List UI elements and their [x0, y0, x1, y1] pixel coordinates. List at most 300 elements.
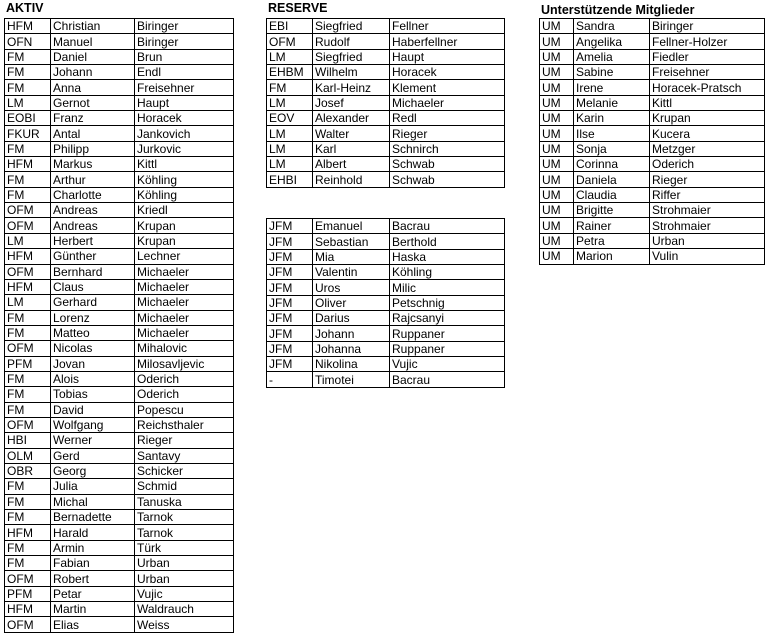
firstname-cell: Johanna [313, 341, 390, 356]
aktiv-row [5, 540, 234, 555]
lastname-cell: Krupan [135, 218, 234, 233]
rank-cell: HBI [5, 433, 51, 448]
aktiv-row [5, 525, 234, 540]
jugend-row [267, 265, 505, 280]
lastname-cell: Fellner-Holzer [650, 34, 765, 49]
lastname-cell: Haupt [135, 95, 234, 110]
firstname-cell: Andreas [51, 218, 135, 233]
rank-cell: JFM [267, 234, 313, 249]
rank-cell: FM [5, 494, 51, 509]
rank-cell: LM [5, 295, 51, 310]
aktiv-title: AKTIV [6, 1, 44, 15]
jugend-row [267, 326, 505, 341]
firstname-cell: Andreas [51, 203, 135, 218]
firstname-cell: Siegfried [313, 49, 390, 64]
firstname-cell: Albert [313, 157, 390, 172]
lastname-cell: Freisehner [135, 80, 234, 95]
rank-cell: HFM [5, 157, 51, 172]
aktiv-row [5, 586, 234, 601]
firstname-cell: Oliver [313, 295, 390, 310]
firstname-cell: Petra [574, 233, 650, 248]
aktiv-row [5, 463, 234, 478]
unterstuetzend-row [540, 233, 765, 248]
firstname-cell: Gerd [51, 448, 135, 463]
rank-cell: UM [540, 141, 574, 156]
firstname-cell: Sonja [574, 141, 650, 156]
rank-cell: UM [540, 218, 574, 233]
lastname-cell: Ruppaner [390, 341, 505, 356]
lastname-cell: Tarnok [135, 510, 234, 525]
rank-cell: EHBM [267, 65, 313, 80]
rank-cell: UM [540, 111, 574, 126]
lastname-cell: Oderich [135, 371, 234, 386]
rank-cell: FM [5, 402, 51, 417]
aktiv-row [5, 80, 234, 95]
firstname-cell: Rudolf [313, 34, 390, 49]
lastname-cell: Schicker [135, 463, 234, 478]
lastname-cell: Fellner [390, 19, 505, 34]
firstname-cell: Wilhelm [313, 65, 390, 80]
jugend-row [267, 357, 505, 372]
lastname-cell: Michaeler [135, 310, 234, 325]
rank-cell: OFM [5, 203, 51, 218]
lastname-cell: Michaeler [135, 264, 234, 279]
firstname-cell: Charlotte [51, 187, 135, 202]
rank-cell: FM [5, 49, 51, 64]
lastname-cell: Urban [135, 556, 234, 571]
lastname-cell: Oderich [650, 157, 765, 172]
lastname-cell: Santavy [135, 448, 234, 463]
firstname-cell: Sabine [574, 65, 650, 80]
rank-cell: HFM [5, 249, 51, 264]
aktiv-row [5, 433, 234, 448]
rank-cell: UM [540, 19, 574, 34]
unterstuetzend-row [540, 49, 765, 64]
rank-cell: UM [540, 233, 574, 248]
aktiv-row [5, 356, 234, 371]
aktiv-row [5, 325, 234, 340]
lastname-cell: Rieger [135, 433, 234, 448]
lastname-cell: Biringer [650, 19, 765, 34]
aktiv-row [5, 602, 234, 617]
lastname-cell: Oderich [135, 387, 234, 402]
rank-cell: UM [540, 65, 574, 80]
rank-cell: EOV [267, 111, 313, 126]
aktiv-row [5, 264, 234, 279]
rank-cell: FM [5, 65, 51, 80]
firstname-cell: Claudia [574, 187, 650, 202]
firstname-cell: Armin [51, 540, 135, 555]
firstname-cell: Amelia [574, 49, 650, 64]
firstname-cell: Marion [574, 249, 650, 264]
unterstuetzend-row [540, 95, 765, 110]
firstname-cell: Fabian [51, 556, 135, 571]
unterstuetzend-row [540, 65, 765, 80]
aktiv-row [5, 19, 234, 34]
lastname-cell: Biringer [135, 34, 234, 49]
reserve-row [267, 157, 505, 172]
rank-cell: JFM [267, 219, 313, 234]
unterstuetzend-row [540, 218, 765, 233]
jugend-row [267, 249, 505, 264]
aktiv-row [5, 141, 234, 156]
lastname-cell: Kittl [650, 95, 765, 110]
aktiv-row [5, 157, 234, 172]
jugend-row [267, 280, 505, 295]
lastname-cell: Michaeler [135, 279, 234, 294]
firstname-cell: David [51, 402, 135, 417]
lastname-cell: Horacek [135, 111, 234, 126]
firstname-cell: Claus [51, 279, 135, 294]
rank-cell: EOBI [5, 111, 51, 126]
rank-cell: LM [267, 157, 313, 172]
lastname-cell: Köhling [135, 172, 234, 187]
jugend-row [267, 219, 505, 234]
jugend-row [267, 311, 505, 326]
rank-cell: OFM [5, 617, 51, 632]
jugend-row [267, 234, 505, 249]
lastname-cell: Urban [650, 233, 765, 248]
firstname-cell: Johann [313, 326, 390, 341]
lastname-cell: Redl [390, 111, 505, 126]
aktiv-row [5, 371, 234, 386]
aktiv-row [5, 479, 234, 494]
lastname-cell: Krupan [135, 233, 234, 248]
firstname-cell: Irene [574, 80, 650, 95]
lastname-cell: Brun [135, 49, 234, 64]
aktiv-row [5, 187, 234, 202]
rank-cell: FM [5, 371, 51, 386]
rank-cell: FM [5, 540, 51, 555]
jugend-table [266, 218, 505, 388]
lastname-cell: Fiedler [650, 49, 765, 64]
lastname-cell: Schwab [390, 157, 505, 172]
firstname-cell: Jovan [51, 356, 135, 371]
firstname-cell: Valentin [313, 265, 390, 280]
rank-cell: JFM [267, 265, 313, 280]
firstname-cell: Corinna [574, 157, 650, 172]
firstname-cell: Timotei [313, 372, 390, 387]
lastname-cell: Rieger [390, 126, 505, 141]
rank-cell: OLM [5, 448, 51, 463]
firstname-cell: Brigitte [574, 203, 650, 218]
rank-cell: FM [5, 310, 51, 325]
lastname-cell: Endl [135, 65, 234, 80]
firstname-cell: Walter [313, 126, 390, 141]
firstname-cell: Angelika [574, 34, 650, 49]
reserve-row [267, 126, 505, 141]
firstname-cell: Bernhard [51, 264, 135, 279]
rank-cell: UM [540, 187, 574, 202]
rank-cell: JFM [267, 326, 313, 341]
reserve-row [267, 95, 505, 110]
reserve-row [267, 141, 505, 156]
lastname-cell: Biringer [135, 19, 234, 34]
rank-cell: OFM [5, 264, 51, 279]
firstname-cell: Franz [51, 111, 135, 126]
rank-cell: OFM [267, 34, 313, 49]
firstname-cell: Lorenz [51, 310, 135, 325]
rank-cell: LM [267, 141, 313, 156]
jugend-row [267, 372, 505, 387]
lastname-cell: Köhling [135, 187, 234, 202]
reserve-row [267, 111, 505, 126]
firstname-cell: Ilse [574, 126, 650, 141]
firstname-cell: Daniel [51, 49, 135, 64]
aktiv-row [5, 448, 234, 463]
firstname-cell: Reinhold [313, 172, 390, 187]
firstname-cell: Emanuel [313, 219, 390, 234]
rank-cell: OFM [5, 218, 51, 233]
lastname-cell: Haupt [390, 49, 505, 64]
firstname-cell: Mia [313, 249, 390, 264]
lastname-cell: Riffer [650, 187, 765, 202]
rank-cell: FM [5, 510, 51, 525]
firstname-cell: Christian [51, 19, 135, 34]
jugend-row [267, 295, 505, 310]
lastname-cell: Michaeler [135, 295, 234, 310]
lastname-cell: Klement [390, 80, 505, 95]
unterstuetzend-row [540, 141, 765, 156]
rank-cell: EBI [267, 19, 313, 34]
aktiv-row [5, 617, 234, 632]
lastname-cell: Bacrau [390, 372, 505, 387]
firstname-cell: Anna [51, 80, 135, 95]
lastname-cell: Michaeler [135, 325, 234, 340]
aktiv-row [5, 571, 234, 586]
rank-cell: LM [267, 49, 313, 64]
aktiv-row [5, 65, 234, 80]
aktiv-row [5, 494, 234, 509]
firstname-cell: Martin [51, 602, 135, 617]
rank-cell: FM [5, 387, 51, 402]
lastname-cell: Mihalovic [135, 341, 234, 356]
reserve-row [267, 65, 505, 80]
lastname-cell: Jurkovic [135, 141, 234, 156]
firstname-cell: Georg [51, 463, 135, 478]
rank-cell: HFM [5, 279, 51, 294]
unterstuetzend-row [540, 80, 765, 95]
firstname-cell: Sandra [574, 19, 650, 34]
rank-cell: UM [540, 203, 574, 218]
reserve-title: RESERVE [268, 1, 328, 15]
rank-cell: FM [5, 141, 51, 156]
unterstuetzend-row [540, 19, 765, 34]
firstname-cell: Gerhard [51, 295, 135, 310]
reserve-table [266, 18, 505, 188]
rank-cell: UM [540, 80, 574, 95]
firstname-cell: Johann [51, 65, 135, 80]
lastname-cell: Kittl [135, 157, 234, 172]
firstname-cell: Alexander [313, 111, 390, 126]
rank-cell: HFM [5, 19, 51, 34]
rank-cell: - [267, 372, 313, 387]
rank-cell: JFM [267, 249, 313, 264]
rank-cell: JFM [267, 341, 313, 356]
rank-cell: FKUR [5, 126, 51, 141]
aktiv-row [5, 556, 234, 571]
lastname-cell: Haska [390, 249, 505, 264]
firstname-cell: Sebastian [313, 234, 390, 249]
lastname-cell: Haberfellner [390, 34, 505, 49]
rank-cell: EHBI [267, 172, 313, 187]
aktiv-table [4, 18, 234, 633]
rank-cell: FM [5, 325, 51, 340]
firstname-cell: Karl-Heinz [313, 80, 390, 95]
lastname-cell: Köhling [390, 265, 505, 280]
firstname-cell: Julia [51, 479, 135, 494]
rank-cell: UM [540, 34, 574, 49]
reserve-row [267, 172, 505, 187]
unterstuetzend-row [540, 203, 765, 218]
firstname-cell: Harald [51, 525, 135, 540]
lastname-cell: Schmid [135, 479, 234, 494]
firstname-cell: Tobias [51, 387, 135, 402]
lastname-cell: Türk [135, 540, 234, 555]
lastname-cell: Berthold [390, 234, 505, 249]
rank-cell: LM [267, 126, 313, 141]
rank-cell: HFM [5, 525, 51, 540]
lastname-cell: Tarnok [135, 525, 234, 540]
lastname-cell: Schwab [390, 172, 505, 187]
reserve-row [267, 19, 505, 34]
firstname-cell: Bernadette [51, 510, 135, 525]
rank-cell: OBR [5, 463, 51, 478]
firstname-cell: Elias [51, 617, 135, 632]
rank-cell: LM [267, 95, 313, 110]
lastname-cell: Ruppaner [390, 326, 505, 341]
firstname-cell: Arthur [51, 172, 135, 187]
unterstuetzend-row [540, 157, 765, 172]
rank-cell: LM [5, 233, 51, 248]
firstname-cell: Josef [313, 95, 390, 110]
firstname-cell: Philipp [51, 141, 135, 156]
rank-cell: FM [5, 479, 51, 494]
lastname-cell: Horacek [390, 65, 505, 80]
rank-cell: OFM [5, 571, 51, 586]
aktiv-row [5, 417, 234, 432]
firstname-cell: Nikolina [313, 357, 390, 372]
firstname-cell: Gernot [51, 95, 135, 110]
lastname-cell: Waldrauch [135, 602, 234, 617]
aktiv-row [5, 49, 234, 64]
rank-cell: FM [5, 556, 51, 571]
rank-cell: JFM [267, 280, 313, 295]
firstname-cell: Matteo [51, 325, 135, 340]
firstname-cell: Rainer [574, 218, 650, 233]
lastname-cell: Vujic [390, 357, 505, 372]
firstname-cell: Daniela [574, 172, 650, 187]
aktiv-row [5, 341, 234, 356]
firstname-cell: Melanie [574, 95, 650, 110]
lastname-cell: Michaeler [390, 95, 505, 110]
rank-cell: FM [5, 80, 51, 95]
aktiv-row [5, 95, 234, 110]
lastname-cell: Freisehner [650, 65, 765, 80]
rank-cell: UM [540, 95, 574, 110]
rank-cell: UM [540, 172, 574, 187]
rank-cell: UM [540, 157, 574, 172]
rank-cell: UM [540, 249, 574, 264]
aktiv-row [5, 218, 234, 233]
firstname-cell: Nicolas [51, 341, 135, 356]
rank-cell: OFM [5, 417, 51, 432]
rank-cell: FM [5, 187, 51, 202]
firstname-cell: Manuel [51, 34, 135, 49]
rank-cell: JFM [267, 311, 313, 326]
firstname-cell: Michal [51, 494, 135, 509]
firstname-cell: Robert [51, 571, 135, 586]
lastname-cell: Urban [135, 571, 234, 586]
firstname-cell: Uros [313, 280, 390, 295]
aktiv-row [5, 203, 234, 218]
aktiv-row [5, 387, 234, 402]
unterstuetzend-row [540, 126, 765, 141]
aktiv-row [5, 249, 234, 264]
firstname-cell: Karin [574, 111, 650, 126]
lastname-cell: Lechner [135, 249, 234, 264]
lastname-cell: Rieger [650, 172, 765, 187]
firstname-cell: Darius [313, 311, 390, 326]
aktiv-row [5, 34, 234, 49]
aktiv-row [5, 126, 234, 141]
aktiv-row [5, 233, 234, 248]
rank-cell: PFM [5, 356, 51, 371]
lastname-cell: Rajcsanyi [390, 311, 505, 326]
rank-cell: FM [5, 172, 51, 187]
rank-cell: UM [540, 126, 574, 141]
lastname-cell: Reichsthaler [135, 417, 234, 432]
firstname-cell: Herbert [51, 233, 135, 248]
lastname-cell: Horacek-Pratsch [650, 80, 765, 95]
lastname-cell: Weiss [135, 617, 234, 632]
aktiv-row [5, 279, 234, 294]
lastname-cell: Krupan [650, 111, 765, 126]
firstname-cell: Markus [51, 157, 135, 172]
unterstuetzend-row [540, 249, 765, 264]
aktiv-row [5, 295, 234, 310]
firstname-cell: Alois [51, 371, 135, 386]
rank-cell: JFM [267, 295, 313, 310]
rank-cell: OFN [5, 34, 51, 49]
rank-cell: LM [5, 95, 51, 110]
reserve-row [267, 80, 505, 95]
lastname-cell: Bacrau [390, 219, 505, 234]
unterstuetzend-row [540, 111, 765, 126]
lastname-cell: Kriedl [135, 203, 234, 218]
rank-cell: JFM [267, 357, 313, 372]
lastname-cell: Metzger [650, 141, 765, 156]
jugend-row [267, 341, 505, 356]
lastname-cell: Tanuska [135, 494, 234, 509]
rank-cell: HFM [5, 602, 51, 617]
unterstuetzend-row [540, 187, 765, 202]
lastname-cell: Milic [390, 280, 505, 295]
lastname-cell: Kucera [650, 126, 765, 141]
firstname-cell: Werner [51, 433, 135, 448]
lastname-cell: Strohmaier [650, 203, 765, 218]
reserve-row [267, 34, 505, 49]
lastname-cell: Milosavljevic [135, 356, 234, 371]
rank-cell: FM [267, 80, 313, 95]
lastname-cell: Vujic [135, 586, 234, 601]
aktiv-row [5, 111, 234, 126]
rank-cell: PFM [5, 586, 51, 601]
unterstuetzend-table [539, 18, 765, 265]
reserve-row [267, 49, 505, 64]
rank-cell: OFM [5, 341, 51, 356]
firstname-cell: Siegfried [313, 19, 390, 34]
